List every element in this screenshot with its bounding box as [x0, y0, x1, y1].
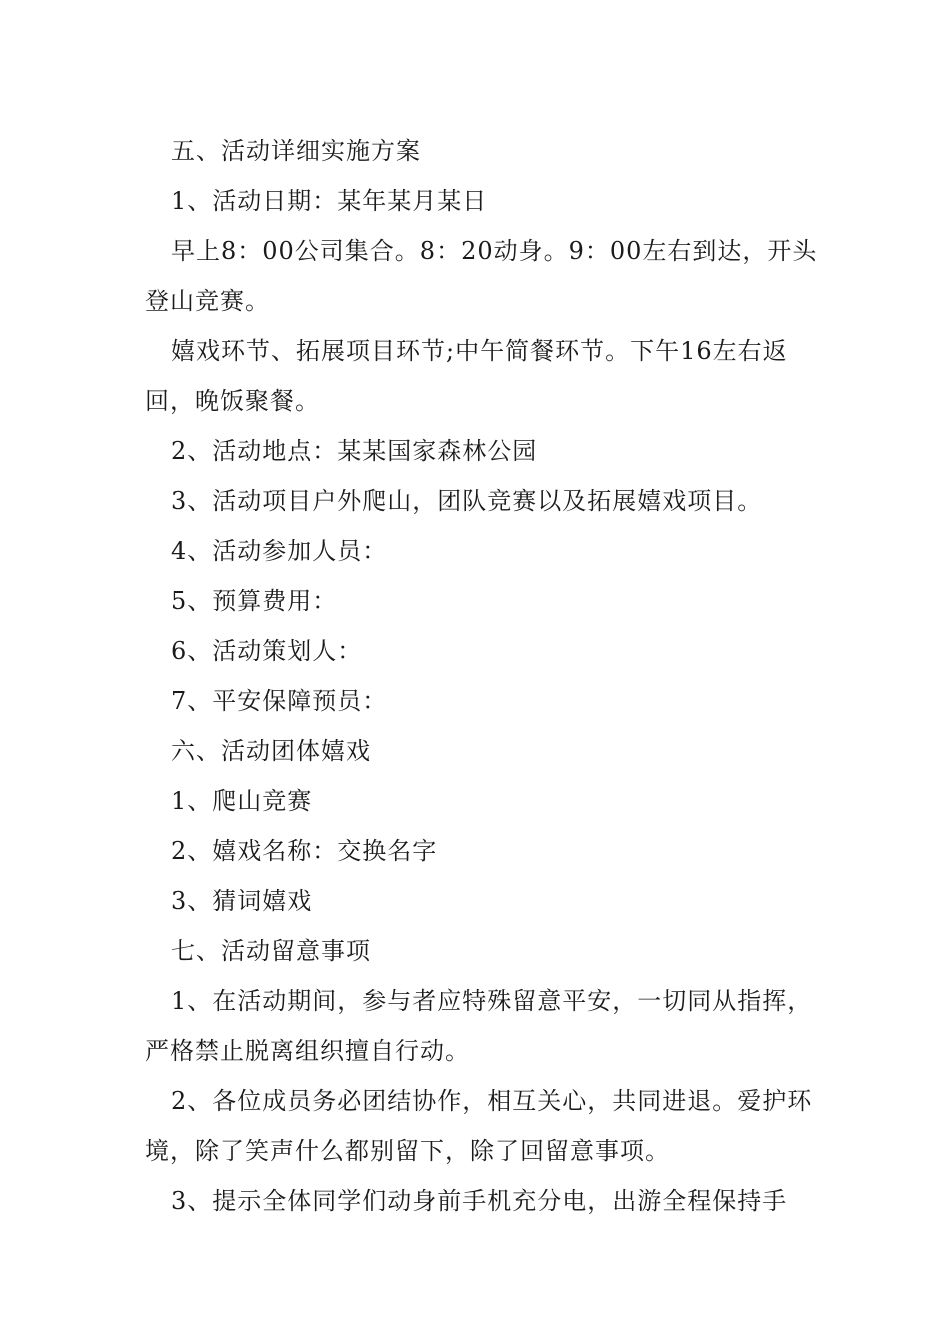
section-heading-five: 五、活动详细实施方案 — [171, 137, 421, 165]
list-item: 1、在活动期间，参与者应特殊留意平安，一切同从指挥，严格禁止脱离组织擅自行动。 — [145, 987, 813, 1065]
list-item: 7、平安保障预员： — [171, 687, 388, 715]
section-heading-seven: 七、活动留意事项 — [171, 937, 371, 965]
list-item: 5、预算费用： — [171, 587, 338, 615]
list-item: 3、活动项目户外爬山，团队竞赛以及拓展嬉戏项目。 — [171, 487, 763, 515]
list-item: 2、嬉戏名称：交换名字 — [171, 837, 438, 865]
list-item: 2、各位成员务必团结协作，相互关心，共同进退。爱护环境，除了笑声什么都别留下，除了回留意事项。 — [145, 1087, 813, 1165]
list-item: 3、猜词嬉戏 — [171, 887, 313, 915]
list-item: 1、活动日期：某年某月某日 — [171, 187, 488, 215]
list-item: 2、活动地点：某某国家森林公园 — [171, 437, 538, 465]
list-item: 6、活动策划人： — [171, 637, 363, 665]
paragraph: 嬉戏环节、拓展项目环节;中午简餐环节。下午16左右返回，晚饭聚餐。 — [145, 337, 788, 415]
section-heading-six: 六、活动团体嬉戏 — [171, 737, 371, 765]
list-item: 1、爬山竞赛 — [171, 787, 313, 815]
list-item: 4、活动参加人员： — [171, 537, 388, 565]
list-item: 3、提示全体同学们动身前手机充分电，出游全程保持手 — [171, 1187, 788, 1215]
paragraph: 早上8：00公司集合。8：20动身。9：00左右到达，开头登山竞赛。 — [145, 237, 818, 315]
